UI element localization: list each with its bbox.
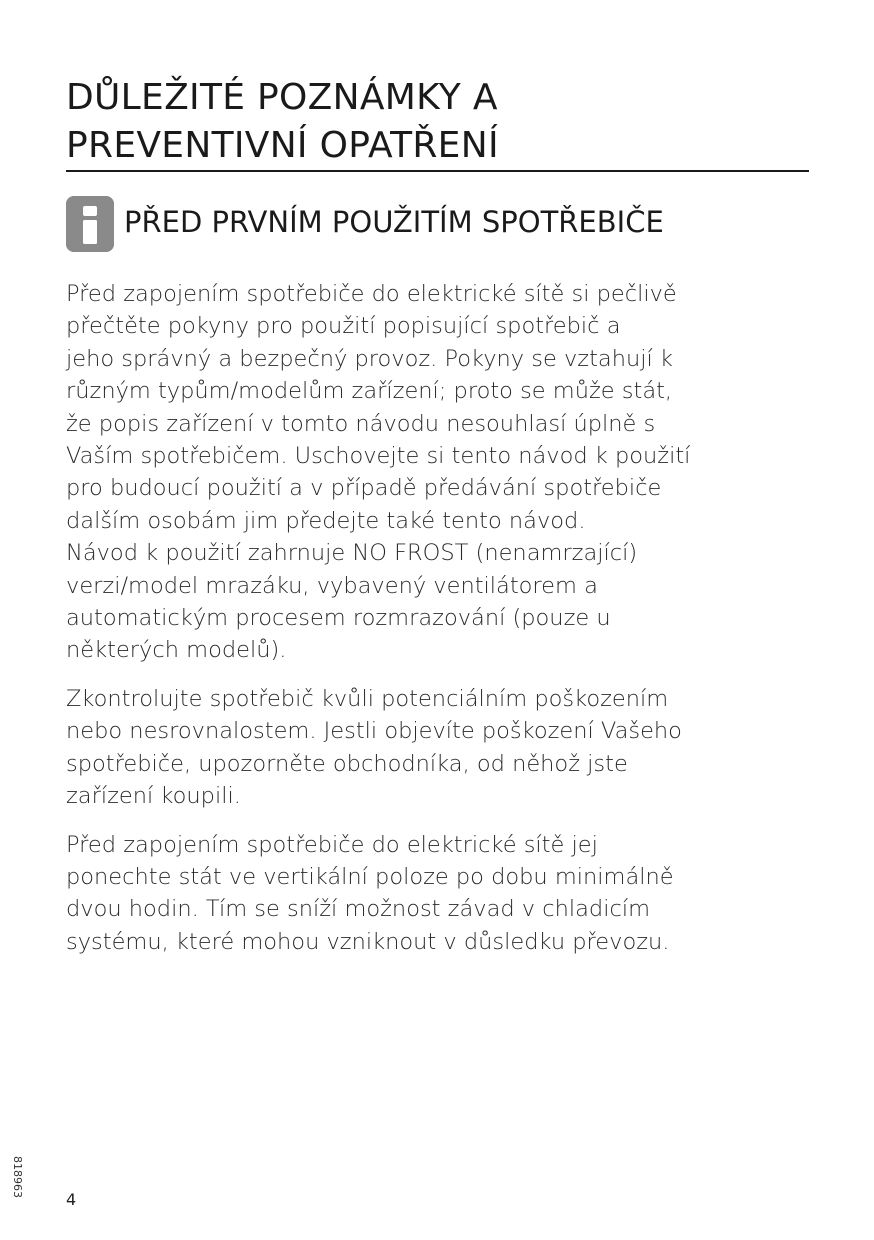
info-icon: [66, 196, 114, 252]
text-line: Zkontrolujte spotřebič kvůli potenciálním poškozením: [66, 685, 669, 712]
text-line: jeho správný a bezpečný provoz. Pokyny se vztahují k: [66, 345, 673, 372]
page-title: [66, 74, 808, 170]
text-line: nebo nesrovnalostem. Jestli objevíte poškození Vašeho: [66, 718, 682, 745]
title-divider: [66, 170, 809, 172]
section-title: PŘED PRVNÍM POUŽITÍM SPOTŘEBIČE: [124, 205, 664, 239]
text-line: spotřebiče, upozorněte obchodníka, od něhož jste: [66, 750, 628, 777]
text-line: dvou hodin. Tím se sníží možnost závad v chladicím: [66, 896, 651, 923]
text-line: Před zapojením spotřebiče do elektrické sítě jej: [66, 831, 598, 858]
text-line: některých modelů).: [66, 637, 287, 664]
text-line: dalším osobám jim předejte také tento návod.: [66, 507, 586, 534]
text-line: automatickým procesem rozmrazování (pouze u: [66, 605, 611, 632]
text-line: pro budoucí použití a v případě předávání spotřebiče: [66, 475, 662, 502]
body-text: [66, 278, 814, 974]
page-title-line: DŮLEŽITÉ POZNÁMKY A: [66, 77, 498, 118]
page-number: 4: [66, 1190, 77, 1209]
text-line: přečtěte pokyny pro použití popisující spotřebič a: [66, 313, 621, 340]
page-title-line: PREVENTIVNÍ OPATŘENÍ: [66, 125, 499, 166]
text-line: Vaším spotřebičem. Uschovejte si tento návod k použití: [66, 443, 691, 470]
text-line: Před zapojením spotřebiče do elektrické sítě si pečlivě: [66, 281, 677, 307]
text-line: zařízení koupili.: [66, 783, 241, 810]
text-line: systému, které mohou vzniknout v důsledku převozu.: [66, 928, 670, 955]
paragraph: [66, 278, 814, 667]
section-header: [66, 196, 808, 252]
text-line: ponechte stát ve vertikální poloze po dobu minimálně: [66, 863, 674, 890]
paragraph: [66, 683, 814, 813]
text-line: že popis zařízení v tomto návodu nesouhlasí úplně s: [66, 410, 656, 437]
paragraph: [66, 829, 814, 959]
text-line: verzi/model mrazáku, vybavený ventilátorem a: [66, 572, 598, 599]
text-line: různým typům/modelům zařízení; proto se může stát,: [66, 378, 673, 405]
document-code: 818963: [11, 1156, 24, 1198]
text-line: Návod k použití zahrnuje NO FROST (nenamrzající): [66, 540, 638, 567]
